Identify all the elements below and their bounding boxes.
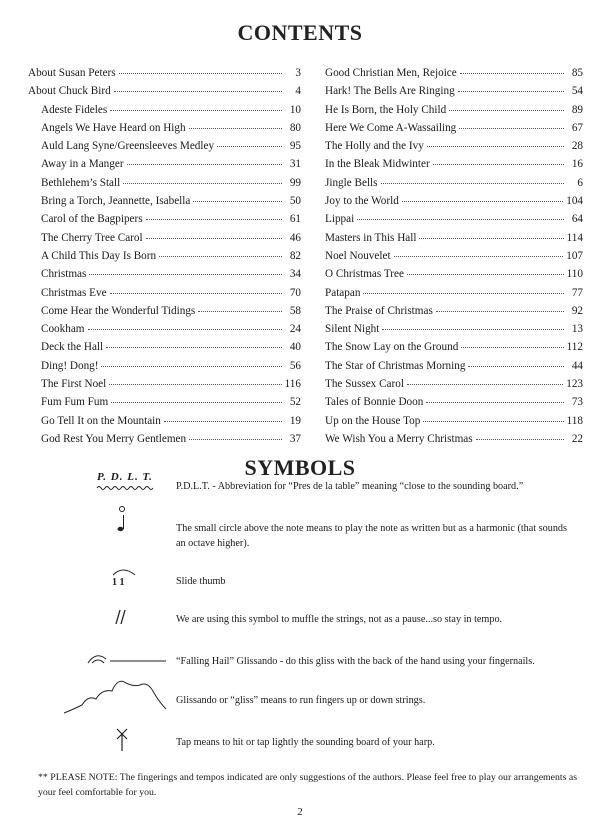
toc-entry [325, 412, 583, 430]
muffle-description: We are using this symbol to muffle the strings, not as a pause...so stay in tempo. [176, 614, 503, 625]
toc-entry-title: The First Noel [41, 378, 107, 391]
toc-entry-title: Carol of the Bagpipers [41, 213, 143, 226]
dot-leader [123, 175, 282, 184]
toc-entry-page: 34 [289, 268, 301, 281]
toc-entry-title: Deck the Hall [41, 341, 104, 354]
toc-entry-title: Cookham [41, 323, 85, 336]
toc-entry-title: Auld Lang Syne/Greensleeves Medley [41, 140, 215, 153]
dot-leader [449, 102, 564, 111]
dot-leader [146, 211, 282, 220]
toc-entry-page: 114 [566, 231, 583, 244]
contents-heading: CONTENTS [237, 20, 363, 45]
toc-entry-page: 28 [571, 140, 583, 153]
toc-entry-title: O Christmas Tree [325, 268, 404, 281]
toc-entry-page: 110 [566, 268, 583, 281]
dot-leader [164, 413, 282, 422]
toc-entry [28, 284, 301, 302]
toc-entry-title: Adeste Fideles [41, 103, 108, 116]
toc-entry-page: 58 [289, 304, 301, 317]
toc-entry-page: 6 [577, 176, 583, 189]
tap-icon [114, 727, 130, 753]
toc-entry [28, 375, 301, 393]
symbols-heading: SYMBOLS [244, 455, 356, 480]
toc-entry-title: Christmas [41, 268, 87, 281]
toc-entry-page: 73 [571, 396, 583, 409]
toc-entry-page: 118 [566, 414, 583, 427]
toc-entry [325, 375, 583, 393]
toc-entry-title: Hark! The Bells Are Ringing [325, 85, 455, 98]
dot-leader [106, 339, 282, 348]
dot-leader [402, 193, 563, 202]
toc-entry-page: 64 [571, 213, 583, 226]
toc-entry-page: 52 [289, 396, 301, 409]
toc-entry [28, 64, 301, 82]
dot-leader [419, 230, 563, 239]
dot-leader [114, 83, 282, 92]
toc-entry [28, 247, 301, 265]
toc-entry [325, 265, 583, 283]
toc-entry-title: Bring a Torch, Jeannette, Isabella [41, 195, 191, 208]
toc-entry-title: Tales of Bonnie Doon [325, 396, 424, 409]
toc-entry [325, 302, 583, 320]
toc-entry-title: Good Christian Men, Rejoice [325, 67, 457, 79]
toc-entry [325, 155, 583, 173]
dot-leader [109, 376, 281, 385]
pdlt-wavy-underline-icon [96, 485, 156, 491]
toc-entry-title: Christmas Eve [41, 286, 107, 299]
toc-entry-title: God Rest You Merry Gentlemen [41, 432, 187, 445]
pdlt-description: P.D.L.T. - Abbreviation for “Pres de la table” meaning “close to the sounding board.” [176, 481, 524, 492]
toc-entry-page: 104 [566, 195, 583, 208]
dot-leader [476, 431, 564, 440]
dot-leader [146, 230, 282, 239]
toc-entry [28, 101, 301, 119]
toc-entry-page: 10 [289, 103, 301, 116]
toc-entry-page: 31 [289, 158, 301, 171]
toc-entry-page: 54 [571, 85, 583, 98]
dot-leader [189, 431, 282, 440]
toc-entry-page: 85 [571, 67, 583, 79]
toc-entry-page: 50 [289, 195, 301, 208]
toc-entry-title: About Susan Peters [28, 67, 116, 79]
toc-entry [28, 192, 301, 210]
toc-entry-page: 77 [571, 286, 583, 299]
toc-entry-page: 19 [289, 414, 301, 427]
toc-entry-title: The Cherry Tree Carol [41, 231, 143, 244]
toc-entry-page: 16 [571, 158, 583, 171]
dot-leader [407, 266, 564, 275]
toc-entry [28, 302, 301, 320]
toc-entry-title: The Star of Christmas Morning [325, 359, 466, 372]
toc-entry-page: 61 [289, 213, 301, 226]
dot-leader [426, 394, 564, 403]
muffle-icon [114, 608, 130, 626]
page-number: 2 [297, 806, 303, 818]
toc-entry-title: Come Hear the Wonderful Tidings [41, 304, 196, 317]
toc-entry [325, 229, 583, 247]
slide-thumb-fingering: 1 1 [112, 577, 125, 587]
dot-leader [433, 156, 564, 165]
dot-leader [189, 120, 282, 129]
toc-entry-page: 44 [571, 359, 583, 372]
toc-entry-title: In the Bleak Midwinter [325, 158, 430, 171]
contents-left-column [28, 64, 301, 448]
dot-leader [217, 138, 282, 147]
harmonic-note-icon [114, 505, 128, 533]
toc-entry [28, 393, 301, 411]
toc-entry-page: 40 [289, 341, 301, 354]
toc-entry-title: Go Tell It on the Mountain [41, 414, 161, 427]
toc-entry-page: 99 [289, 176, 301, 189]
dot-leader [119, 65, 282, 74]
toc-entry-page: 46 [289, 231, 301, 244]
contents-right-column [325, 64, 583, 448]
dot-leader [127, 156, 282, 165]
toc-entry-title: Lippai [325, 213, 355, 226]
toc-entry-title: A Child This Day Is Born [41, 249, 157, 262]
toc-entry-page: 123 [566, 378, 583, 391]
slide-thumb-icon [110, 567, 140, 587]
toc-entry-page: 80 [289, 121, 301, 134]
toc-entry [28, 265, 301, 283]
toc-entry [325, 101, 583, 119]
toc-entry [325, 338, 583, 356]
toc-entry-title: Angels We Have Heard on High [41, 121, 186, 134]
toc-entry-page: 89 [571, 103, 583, 116]
dot-leader [423, 413, 563, 422]
toc-entry [28, 430, 301, 448]
toc-entry-title: The Praise of Christmas [325, 304, 433, 317]
toc-entry [325, 192, 583, 210]
toc-entry [28, 82, 301, 100]
toc-entry [28, 155, 301, 173]
dot-leader [110, 102, 282, 111]
toc-entry-title: Here We Come A-Wassailing [325, 121, 457, 134]
dot-leader [111, 394, 282, 403]
dot-leader [459, 120, 564, 129]
toc-entry-title: Ding! Dong! [41, 359, 99, 372]
toc-entry-title: Patapan [325, 286, 361, 299]
toc-entry-title: Bethlehem’s Stall [41, 176, 121, 189]
toc-entry-title: The Sussex Carol [325, 378, 404, 391]
toc-entry-page: 13 [571, 323, 583, 336]
toc-entry-page: 95 [289, 140, 301, 153]
falling-hail-icon [86, 651, 168, 667]
toc-entry [28, 229, 301, 247]
toc-entry [325, 82, 583, 100]
falling-hail-description: “Falling Hail” Glissando - do this gliss with the back of the hand using your fingernails. [176, 656, 535, 667]
toc-entry [28, 137, 301, 155]
toc-entry-title: Away in a Manger [41, 158, 124, 171]
dot-leader [407, 376, 563, 385]
toc-entry [28, 357, 301, 375]
toc-entry-page: 107 [566, 249, 583, 262]
dot-leader [363, 285, 564, 294]
dot-leader [198, 303, 282, 312]
toc-entry [325, 210, 583, 228]
toc-entry [28, 412, 301, 430]
toc-entry-page: 82 [289, 249, 301, 262]
toc-entry-title: Masters in This Hall [325, 231, 417, 244]
toc-entry-title: Jingle Bells [325, 176, 378, 189]
toc-entry-page: 3 [295, 67, 301, 79]
dot-leader [436, 303, 564, 312]
toc-entry-title: The Snow Lay on the Ground [325, 341, 459, 354]
toc-entry-title: We Wish You a Merry Christmas [325, 432, 473, 445]
dot-leader [427, 138, 564, 147]
toc-entry [325, 119, 583, 137]
toc-entry-title: Joy to the World [325, 195, 399, 208]
dot-leader [88, 321, 282, 330]
dot-leader [460, 65, 564, 74]
toc-entry [325, 137, 583, 155]
dot-leader [381, 175, 564, 184]
toc-entry-title: He Is Born, the Holy Child [325, 103, 447, 116]
toc-entry-page: 112 [566, 341, 583, 354]
toc-entry-page: 116 [284, 378, 301, 391]
toc-entry-title: Up on the House Top [325, 414, 421, 427]
toc-entry [325, 284, 583, 302]
glissando-description: Glissando or “gliss” means to run fingers up or down strings. [176, 695, 426, 706]
dot-leader [193, 193, 282, 202]
pdlt-label: P. D. L. T. [97, 471, 153, 483]
dot-leader [458, 83, 564, 92]
dot-leader [357, 211, 564, 220]
toc-entry-page: 70 [289, 286, 301, 299]
dot-leader [110, 285, 282, 294]
toc-entry-page: 56 [289, 359, 301, 372]
slide-thumb-description: Slide thumb [176, 576, 226, 587]
toc-entry-title: Fum Fum Fum [41, 396, 109, 409]
toc-entry-title: About Chuck Bird [28, 85, 111, 98]
toc-entry [28, 338, 301, 356]
toc-entry-page: 67 [571, 121, 583, 134]
toc-entry-title: Silent Night [325, 323, 380, 336]
toc-entry-page: 22 [571, 432, 583, 445]
toc-entry-title: Noel Nouvelet [325, 249, 391, 262]
dot-leader [461, 339, 563, 348]
toc-entry [325, 64, 583, 82]
toc-entry [28, 174, 301, 192]
toc-entry-page: 4 [295, 85, 301, 98]
dot-leader [382, 321, 564, 330]
please-note: ** PLEASE NOTE: The fingerings and tempos indicated are only suggestions of the authors. Please feel free to play our arrangements as your feel comfortable for you. [38, 772, 578, 798]
glissando-icon [62, 675, 172, 717]
toc-entry [325, 357, 583, 375]
toc-entry [325, 430, 583, 448]
toc-entry [28, 320, 301, 338]
dot-leader [159, 248, 282, 257]
toc-entry [28, 210, 301, 228]
toc-entry [325, 174, 583, 192]
tap-description: Tap means to hit or tap lightly the sounding board of your harp. [176, 737, 435, 748]
toc-entry [325, 247, 583, 265]
toc-entry [325, 320, 583, 338]
toc-entry [28, 119, 301, 137]
toc-entry-page: 37 [289, 432, 301, 445]
toc-entry-page: 92 [571, 304, 583, 317]
toc-entry [325, 393, 583, 411]
dot-leader [101, 358, 282, 367]
dot-leader [89, 266, 282, 275]
toc-entry-page: 24 [289, 323, 301, 336]
dot-leader [394, 248, 564, 257]
harmonic-description: The small circle above the note means to play the note as written but as a harmonic (that sounds an octave higher). [176, 523, 567, 549]
dot-leader [468, 358, 564, 367]
toc-entry-title: The Holly and the Ivy [325, 140, 424, 153]
